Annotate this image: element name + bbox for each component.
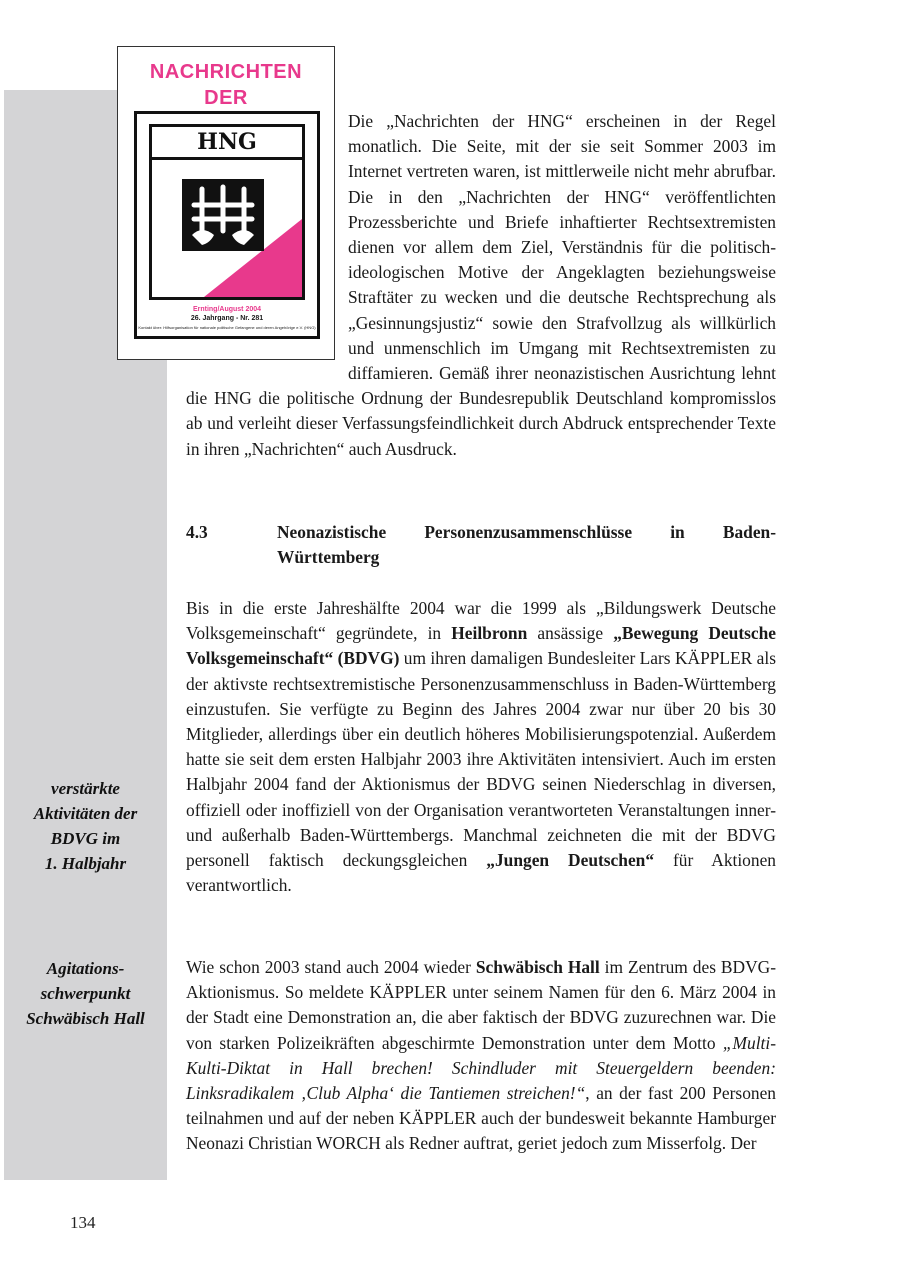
bold-org-junge-deutsche: „Jungen Deutschen“: [486, 850, 655, 871]
cover-float-spacer: [186, 109, 348, 362]
intro-paragraph: [186, 109, 776, 462]
cover-logo-text: HNG: [152, 127, 302, 160]
cover-issue-number: 26. Jahrgang - Nr. 281: [190, 315, 264, 322]
intro-text: Die „Nachrichten der HNG“ erscheinen in der Regel monatlich. Die Seite, mit der sie seit Sommer 2003 im Internet vertreten waren, ist mittlerweile nicht mehr abrufbar. Die in den „Nachrichten der HNG“ veröffentlichten Prozessberichte und Briefe inhaftierter Rechtsextremisten dienen vor allem dem Ziel, Verständnis für die politisch-ideologischen Motive der Angeklagten beziehungsweise Straftäter zu wecken und die deutsche Rechtsprechung als „Gesinnungsjustiz“ sowie den Strafvollzug als willkürlich und unmenschlich im Umgang mit Rechtsextremisten zu diffamieren. Gemäß ihrer neonazistischen Ausrichtung lehnt die HNG die politische Ordnung der Bundesrepublik Deutschland kompromisslos ab und verleiht dieser Verfassungsfeindlichkeit durch Abdruck entsprechender Texte in ihren „Nachrichten“ auch Ausdruck.: [186, 111, 776, 459]
bold-org-bdvg: „Bewegung Deutsche Volksgemeinschaft“ (BDVG): [186, 623, 776, 669]
section-title: Neonazistische Personenzusammenschlüsse in Baden-Württemberg: [277, 522, 776, 567]
text-run: im Zentrum des BDVG-Aktionismus. So meldete KÄPPLER unter seinem Namen für den 6. März 2004 in der Stadt eine Demonstration an, die aber faktisch der BDVG zuzurechnen war. Die von starken Polizeikräften abgeschirmte Demonstration unter dem Motto: [186, 957, 776, 1053]
paragraph-schwaebisch-hall: [186, 955, 776, 1157]
section-number: 4.3: [186, 522, 208, 542]
margin-note-line: Schwäbisch Hall: [26, 1009, 145, 1028]
cover-title-line2: DER: [204, 87, 248, 109]
text-run: , an der fast 200 Personen teilnahmen und auf der neben KÄPPLER auch der bundesweit bekannte Hamburger Neonazi Christian WORCH als Redner auftrat, geriet jedoch zum Misserfolg. Der: [186, 1083, 777, 1154]
margin-note-line: verstärkte: [51, 779, 120, 798]
bold-place-heilbronn: Heilbronn: [451, 623, 528, 644]
text-run: Wie schon 2003 stand auch 2004 wieder: [186, 957, 476, 977]
cover-title-line1: NACHRICHTEN: [149, 61, 303, 83]
margin-note-line: BDVG im: [50, 829, 121, 848]
margin-note-line: Agitations-: [46, 959, 125, 978]
cover-fine-print: Kontakt über: Hilfsorganisation für nationale politische Gefangene und deren Angehörige e.V. (HNG): [138, 325, 316, 330]
margin-note-activities: [4, 776, 167, 876]
margin-note-line: schwerpunkt: [40, 984, 131, 1003]
margin-note-line: 1. Halbjahr: [44, 854, 127, 873]
text-run: Bis in die erste Jahreshälfte 2004 war die 1999 als „Bildungswerk Deutsche Volksgemeinschaft“ gegründete, in: [186, 598, 776, 644]
text-run: um ihren damaligen Bundesleiter Lars KÄPPLER als der aktivste rechtsextremistische Personenzusammenschluss in Baden-Württemberg einzustufen. Sie verfügte zu Beginn des Jahres 2004 zwar nur über 20 bis 30 Mitglieder, allerdings über ein deutlich höheres Mobilisierungspotenzial. Außerdem hatte sie seit dem ersten Halbjahr 2003 ihre Aktivitäten intensiviert. Auch im ersten Halbjahr 2004 fand der Aktionismus der BDVG seinen Niederschlag in diversen, offiziell oder inoffiziell von der Organisation verantworteten Veranstaltungen inner- und außerhalb Baden-Württembergs. Manchmal zeichneten die mit der BDVG personell faktisch deckungsgleichen: [186, 648, 776, 871]
margin-note-line: Aktivitäten der: [33, 804, 138, 823]
bold-place-schwaebisch-hall: Schwäbisch Hall: [475, 957, 600, 977]
text-run: ansässige: [527, 623, 614, 644]
text-run: für Aktionen verantwortlich.: [186, 850, 776, 896]
margin-note-agitation: [4, 956, 167, 1031]
italic-motto: „Multi-Kulti-Diktat in Hall brechen! Schindluder mit Steuergeldern beenden: Linksradikalem ‚Club Alpha‘ die Tantiemen streichen!“: [186, 1032, 776, 1104]
cover-issue-date: Ernting/August 2004: [192, 306, 262, 313]
paragraph-bdvg: [186, 596, 776, 898]
page-number: 134: [70, 1213, 96, 1232]
